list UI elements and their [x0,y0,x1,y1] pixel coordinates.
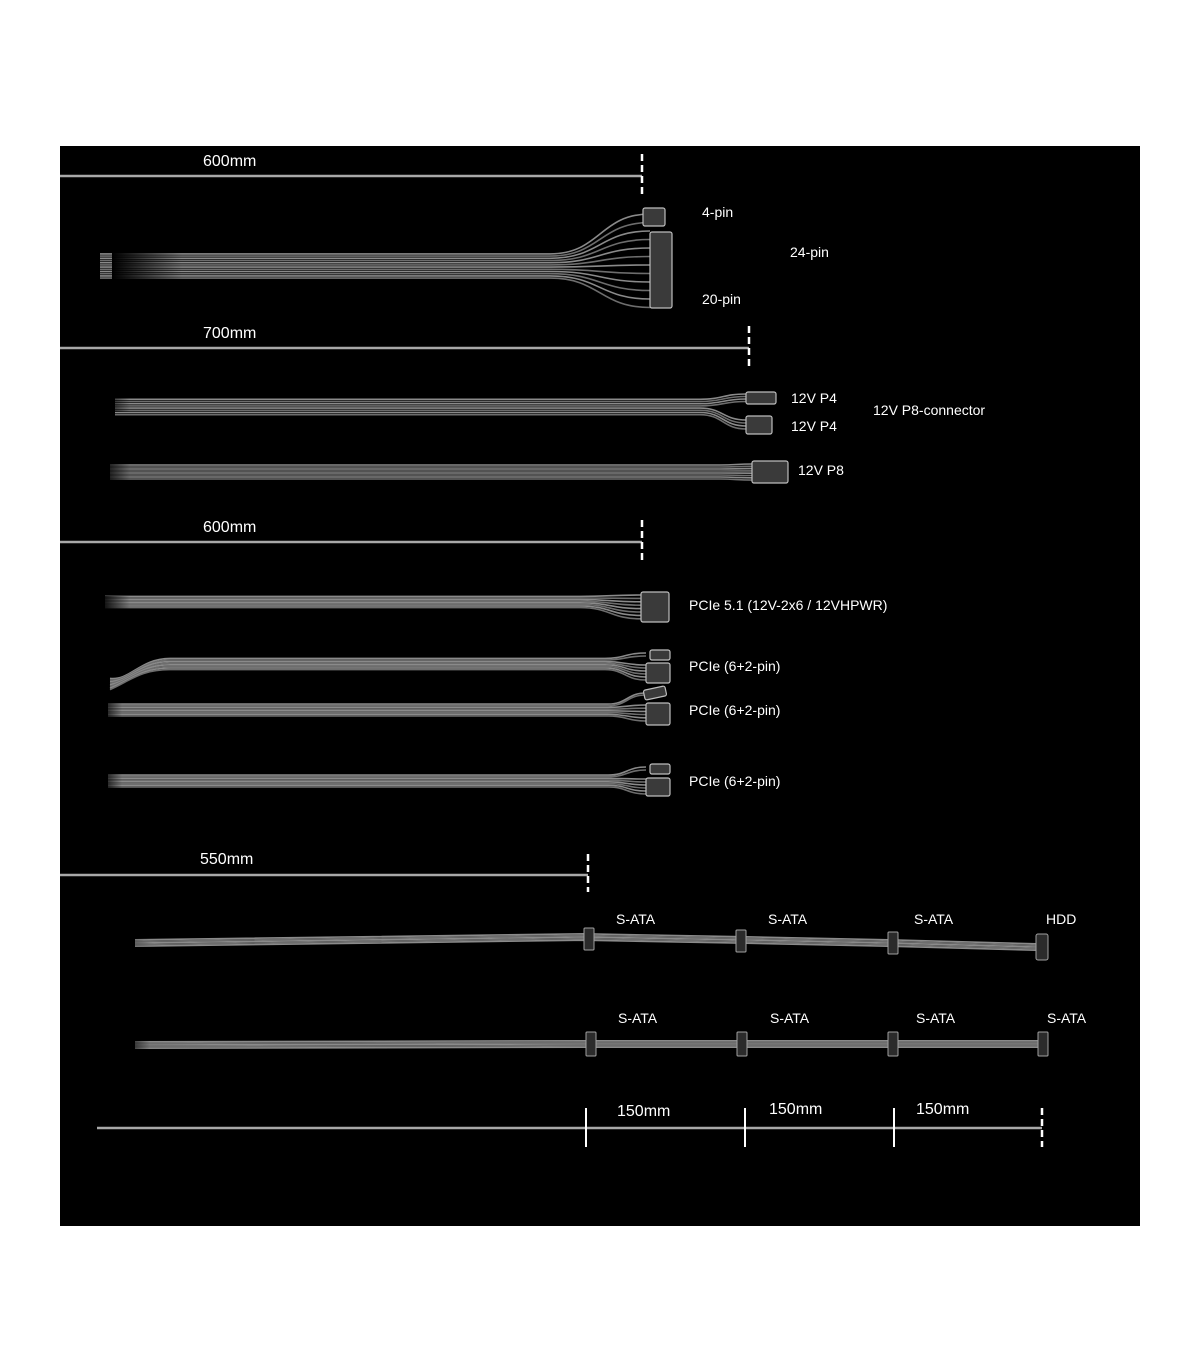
sata1-hdd-label: HDD [1046,911,1077,927]
sata1-label-c: S-ATA [914,911,954,927]
pcie-cable-c [100,764,670,796]
pcie-c-6pin-connector [646,778,670,796]
cable-wire [105,608,641,619]
cable-wire [108,785,646,791]
sata-measure [60,851,588,892]
cpu-p4-connector-b [746,416,772,434]
pcie51-connector [641,592,669,622]
sata2-connector-c [888,1032,898,1056]
cable-wire [108,711,646,712]
cable-wire [110,466,752,467]
pcie-c-2pin-connector [650,764,670,774]
cable-wire [110,477,752,478]
cable-wire [110,479,752,480]
cpu-measure [60,325,749,368]
atx-20pin-connector [650,232,672,308]
sata2-label-c: S-ATA [916,1010,956,1026]
cpu-p8-connector-label: 12V P8-connector [873,402,986,418]
sata1-connector-c [888,932,898,954]
cable-wire [110,670,646,690]
sata2-connector-a [586,1032,596,1056]
segment-label-1: 150mm [617,1103,671,1120]
atx-cable [100,208,672,308]
segment-label-3: 150mm [916,1101,970,1118]
sata2-connector-b [737,1032,747,1056]
pcie-b-2pin-connector [643,686,667,700]
pcie-b-label: PCIe (6+2-pin) [689,702,781,718]
cpu-p8-cable [100,461,788,483]
cable-wire [100,214,650,254]
cable-wire [110,668,646,688]
pcie-a-2pin-connector [650,650,670,660]
pcie-length-label: 600mm [203,519,257,536]
pcie-a-label: PCIe (6+2-pin) [689,658,781,674]
cable-wire [105,595,641,596]
segment-label-2: 150mm [769,1101,823,1118]
sata-cable-1 [60,928,1048,960]
sata-cable-2 [120,1032,1048,1056]
cable-wire [110,464,752,465]
cable-wire [108,778,646,779]
cable-wire [108,708,646,709]
atx-20pin-label: 20-pin [702,291,741,307]
sata1-hdd-connector [1036,934,1048,960]
cpu-p4a-label: 12V P4 [791,390,837,406]
atx-measure [60,153,642,196]
cable-diagram-panel [60,146,1140,1226]
pcie-cable-b [100,686,670,725]
cable-wire [100,223,650,257]
cable-wire [115,394,746,399]
cable-wire [108,767,646,775]
pcie-b-6pin-connector [646,703,670,725]
cpu-p4-connector-a [746,392,776,404]
sata1-label-b: S-ATA [768,911,808,927]
atx-4pin-connector [643,208,665,226]
sata1-connector-a [584,928,594,950]
pcie51-label: PCIe 5.1 (12V-2x6 / 12VHPWR) [689,597,888,613]
cable-wire [115,415,746,429]
sata-length-label: 550mm [200,851,254,868]
cable-wire [108,716,646,721]
cable-wire [108,787,646,794]
cpu-p8-connector [752,461,788,483]
pcie-measure [60,519,642,562]
cable-wire [100,278,650,307]
cable-wire [108,693,646,704]
pcie-cable-a [110,650,670,690]
sata2-label-b: S-ATA [770,1010,810,1026]
sata2-label-d: S-ATA [1047,1010,1087,1026]
sata2-label-a: S-ATA [618,1010,658,1026]
cpu-p4b-label: 12V P4 [791,418,837,434]
pcie-a-6pin-connector [646,663,670,683]
sata1-label-a: S-ATA [616,911,656,927]
cable-diagram [60,146,1140,1226]
cpu-p8-label: 12V P8 [798,462,844,478]
sata2-connector-d [1038,1032,1048,1056]
pcie51-cable [100,592,669,622]
atx-4pin-label: 4-pin [702,204,734,220]
sata-segment-measure [97,1101,1042,1147]
atx-24pin-label: 24-pin [790,244,829,260]
atx-length-label: 600mm [203,153,257,170]
cpu-p4p4-cable [100,392,776,434]
cpu-length-label: 700mm [203,325,257,342]
sata1-connector-b [736,930,746,952]
pcie-c-label: PCIe (6+2-pin) [689,773,781,789]
cable-wire [110,475,752,476]
